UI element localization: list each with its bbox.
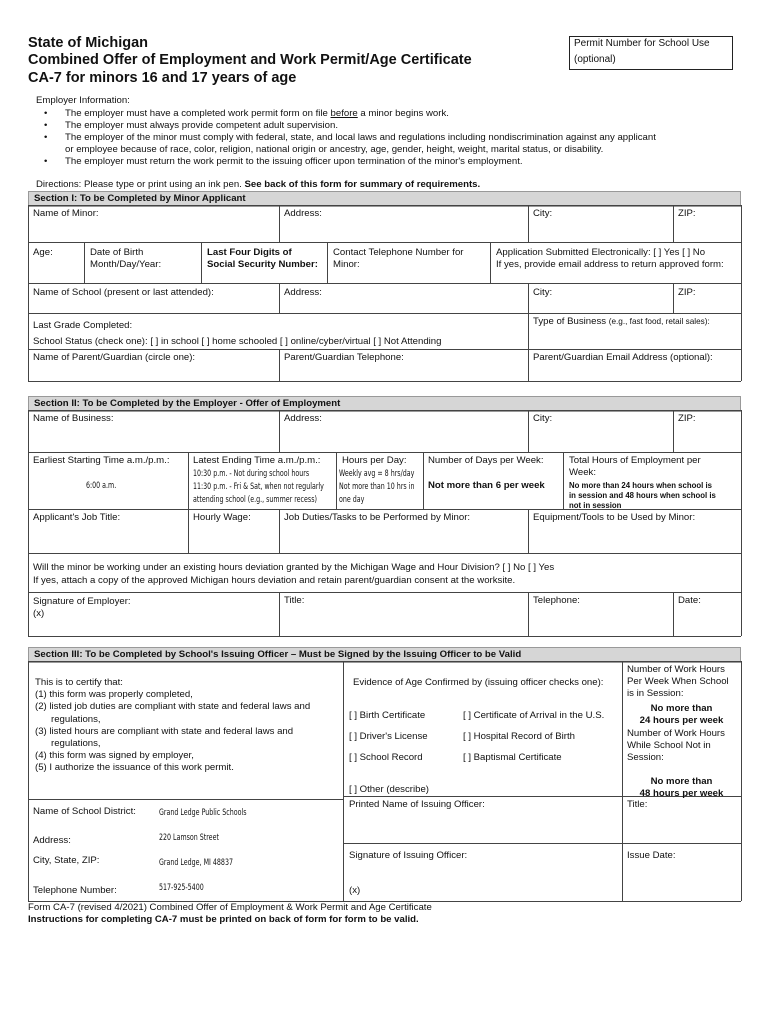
- total-hours-value[interactable]: No more than 24 hours when school is in session and 48 hours when school is not in session: [569, 481, 716, 510]
- school-status-field[interactable]: School Status (check one): [ ] in school [ ] home schooled [ ] online/cyber/virtual [ ] Not Attending: [33, 336, 442, 347]
- baptismal-certificate-checkbox[interactable]: [ ] Baptismal Certificate: [463, 752, 562, 763]
- latest-end-value[interactable]: 10:30 p.m. - Not during school hours 11:30 p.m. - Fri & Sat, when not regularly attending school (e.g., summer recess): [193, 469, 324, 505]
- hours-deviation-note: If yes, attach a copy of the approved Michigan hours deviation and retain parent/guardian consent at the worksite.: [33, 575, 516, 586]
- hours-deviation-question[interactable]: Will the minor be working under an existing hours deviation granted by the Michigan Wage and Hour Division? [ ] No [ ] Yes: [33, 562, 555, 573]
- days-per-week-label: Number of Days per Week:: [428, 455, 544, 466]
- form-title: Combined Offer of Employment and Work Permit/Age Certificate: [28, 52, 472, 68]
- minor-phone-field[interactable]: Contact Telephone Number for Minor:: [333, 247, 464, 270]
- issuing-officer-signature-field[interactable]: Signature of Issuing Officer:: [349, 850, 468, 861]
- employer-signature-field[interactable]: Signature of Employer: (x): [33, 596, 131, 619]
- business-city-field[interactable]: City:: [533, 413, 553, 424]
- certificate-arrival-checkbox[interactable]: [ ] Certificate of Arrival in the U.S.: [463, 710, 605, 721]
- minor-city-field[interactable]: City:: [533, 208, 553, 219]
- school-address-field[interactable]: Address:: [284, 287, 322, 298]
- hours-not-in-session-label: Number of Work Hours While School Not in Session:: [627, 728, 725, 763]
- business-zip-field[interactable]: ZIP:: [678, 413, 696, 424]
- issue-date-field[interactable]: Issue Date:: [627, 850, 676, 861]
- evidence-of-age-label: Evidence of Age Confirmed by (issuing officer checks one):: [353, 677, 604, 688]
- district-telephone-value[interactable]: 517-925-5400: [159, 883, 204, 893]
- days-per-week-value[interactable]: Not more than 6 per week: [428, 480, 545, 491]
- earliest-start-value[interactable]: 6:00 a.m.: [86, 481, 117, 491]
- last-grade-field[interactable]: Last Grade Completed:: [33, 320, 133, 331]
- business-name-field[interactable]: Name of Business:: [33, 413, 114, 424]
- business-address-field[interactable]: Address:: [284, 413, 322, 424]
- equipment-field[interactable]: Equipment/Tools to be Used by Minor:: [533, 512, 696, 523]
- permit-number-label: Permit Number for School Use: [574, 38, 710, 49]
- employer-info-bullet: • The employer must always provide competent adult supervision.: [36, 120, 736, 132]
- district-address-label: Address:: [33, 835, 71, 846]
- issuing-officer-title-field[interactable]: Title:: [627, 799, 648, 810]
- minor-address-field[interactable]: Address:: [284, 208, 322, 219]
- minor-zip-field[interactable]: ZIP:: [678, 208, 696, 219]
- school-district-label: Name of School District:: [33, 806, 136, 817]
- minor-dob-field[interactable]: Date of Birth Month/Day/Year:: [90, 247, 162, 270]
- minor-ssn-field[interactable]: Last Four Digits of Social Security Number:: [207, 247, 318, 270]
- employer-title-field[interactable]: Title:: [284, 595, 305, 606]
- minor-name-field[interactable]: Name of Minor:: [33, 208, 99, 219]
- earliest-start-label: Earliest Starting Time a.m./p.m.:: [33, 455, 170, 466]
- latest-end-label: Latest Ending Time a.m./p.m.:: [193, 455, 321, 466]
- directions: Directions: Please type or print using an ink pen. See back of this form for summary of requirements.: [36, 179, 481, 190]
- permit-number-box[interactable]: [569, 36, 733, 70]
- certification-text: This is to certify that: (1) this form was properly completed, (2) listed job duties are compliant with state and federal laws and regulations, (3) listed hours are compliant with state and federal laws and regulations, (4) this form was signed by employer, (5) I authorize the issuance of this work permit.: [35, 677, 311, 774]
- hourly-wage-field[interactable]: Hourly Wage:: [193, 512, 251, 523]
- employer-telephone-field[interactable]: Telephone:: [533, 595, 580, 606]
- district-address-value[interactable]: 220 Lamson Street: [159, 833, 219, 843]
- hours-per-day-value[interactable]: Weekly avg = 8 hrs/day Not more than 10 hrs in one day: [339, 469, 415, 505]
- form-revision-footer: Form CA-7 (revised 4/2021) Combined Offer of Employment & Work Permit and Age Certificate: [28, 902, 432, 913]
- form-title-state: State of Michigan: [28, 35, 149, 51]
- parent-name-field[interactable]: Name of Parent/Guardian (circle one):: [33, 352, 196, 363]
- parent-phone-field[interactable]: Parent/Guardian Telephone:: [284, 352, 404, 363]
- parent-email-field[interactable]: Parent/Guardian Email Address (optional):: [533, 352, 713, 363]
- application-electronic-field[interactable]: Application Submitted Electronically: [ ] Yes [ ] No If yes, provide email address to return approved form:: [496, 247, 724, 270]
- employer-date-field[interactable]: Date:: [678, 595, 701, 606]
- business-type-field[interactable]: Type of Business (e.g., fast food, retail sales):: [533, 316, 710, 327]
- section-1-header: Section I: To be Completed by Minor Applicant: [28, 191, 741, 207]
- section-3-header: Section III: To be Completed by School's Issuing Officer – Must be Signed by the Issuing Officer to be Valid: [28, 647, 741, 663]
- employer-info-heading: Employer Information:: [36, 95, 130, 106]
- other-evidence-checkbox[interactable]: [ ] Other (describe): [349, 784, 429, 795]
- district-telephone-label: Telephone Number:: [33, 885, 117, 896]
- employer-info-bullet: • The employer of the minor must comply with federal, state, and local laws and regulations including nondiscrimination against any applicant or employee because of race, color, religion, national origin or ancestry, age, gender, height, weight, marital status, or disability.: [36, 132, 736, 156]
- employer-info-bullet: • The employer must return the work permit to the issuing officer upon termination of the minor's employment.: [36, 156, 736, 168]
- section-2-header: Section II: To be Completed by the Employer - Offer of Employment: [28, 396, 741, 412]
- hours-per-day-label: Hours per Day:: [342, 455, 407, 466]
- job-duties-field[interactable]: Job Duties/Tasks to be Performed by Minor:: [284, 512, 471, 523]
- hours-not-in-session-value[interactable]: No more than 48 hours per week: [639, 776, 724, 799]
- school-city-field[interactable]: City:: [533, 287, 553, 298]
- district-city-label: City, State, ZIP:: [33, 855, 100, 866]
- officer-signature-x: (x): [349, 885, 361, 896]
- permit-number-optional: (optional): [574, 53, 616, 65]
- minor-age-field[interactable]: Age:: [33, 247, 53, 258]
- district-city-value[interactable]: Grand Ledge, MI 48837: [159, 858, 233, 868]
- school-district-value[interactable]: Grand Ledge Public Schools: [159, 808, 247, 818]
- form-instructions-footer: Instructions for completing CA-7 must be printed on back of form for form to be valid.: [28, 914, 419, 925]
- school-record-checkbox[interactable]: [ ] School Record: [349, 752, 423, 763]
- hours-in-session-label: Number of Work Hours Per Week When School is in Session:: [627, 664, 729, 699]
- employer-information: [36, 95, 736, 168]
- drivers-license-checkbox[interactable]: [ ] Driver's License: [349, 731, 428, 742]
- total-hours-label: Total Hours of Employment per Week:: [569, 455, 701, 478]
- school-zip-field[interactable]: ZIP:: [678, 287, 696, 298]
- school-name-field[interactable]: Name of School (present or last attended):: [33, 287, 214, 298]
- hospital-record-checkbox[interactable]: [ ] Hospital Record of Birth: [463, 731, 575, 742]
- job-title-field[interactable]: Applicant's Job Title:: [33, 512, 121, 523]
- hours-in-session-value[interactable]: No more than 24 hours per week: [639, 703, 724, 726]
- issuing-officer-name-field[interactable]: Printed Name of Issuing Officer:: [349, 799, 485, 810]
- employer-info-bullet: • The employer must have a completed work permit form on file before a minor begins work.: [36, 108, 736, 120]
- birth-certificate-checkbox[interactable]: [ ] Birth Certificate: [349, 710, 426, 721]
- form-subtitle: CA-7 for minors 16 and 17 years of age: [28, 70, 297, 86]
